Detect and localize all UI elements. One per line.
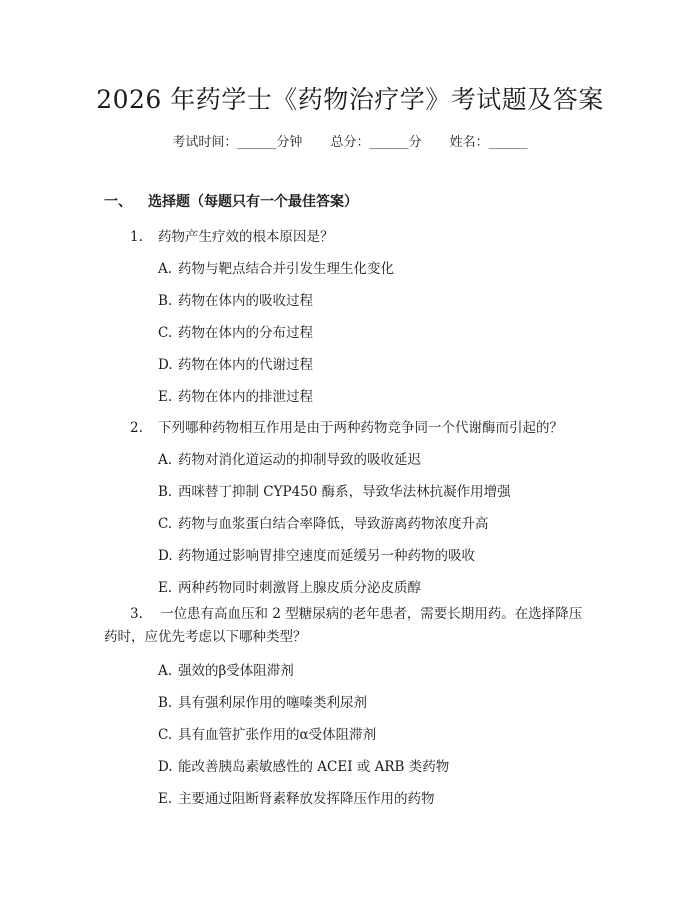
- option-text: 药物在体内的分布过程: [178, 325, 313, 341]
- option-2-c: [158, 512, 489, 532]
- section-title: 选择题（每题只有一个最佳答案）: [148, 194, 358, 210]
- question-1: [130, 225, 334, 245]
- question-text: 下列哪种药物相互作用是由于两种药物竞争同一个代谢酶而引起的？: [158, 420, 563, 436]
- option-text: 能改善胰岛素敏感性的 ACEI 或 ARB 类药物: [178, 759, 450, 775]
- option-text: 药物在体内的代谢过程: [178, 357, 313, 373]
- option-letter: B.: [158, 695, 173, 711]
- option-letter: C.: [158, 727, 173, 743]
- exam-time: 考试时间：______分钟: [172, 135, 303, 150]
- question-text: 一位患有高血压和 2 型糖尿病的老年患者，需要长期用药。在选择降压药时，应优先考虑以下哪种类型？: [104, 606, 583, 645]
- option-text: 药物通过影响胃排空速度而延缓另一种药物的吸收: [178, 548, 475, 564]
- option-3-c: [158, 723, 376, 743]
- option-1-a: [158, 257, 394, 277]
- option-2-a: [158, 448, 421, 468]
- exam-meta: [0, 131, 700, 150]
- option-1-d: [158, 353, 313, 373]
- option-letter: A.: [158, 663, 173, 679]
- question-text: 药物产生疗效的根本原因是？: [158, 229, 334, 245]
- option-letter: A.: [158, 452, 173, 468]
- option-2-d: [158, 544, 475, 564]
- option-text: 强效的β受体阻滞剂: [178, 663, 294, 679]
- option-letter: E.: [158, 580, 173, 596]
- option-text: 药物对消化道运动的抑制导致的吸收延迟: [178, 452, 421, 468]
- option-text: 两种药物同时刺激肾上腺皮质分泌皮质醇: [178, 580, 421, 596]
- option-text: 具有强利尿作用的噻嗪类利尿剂: [178, 695, 367, 711]
- section-heading: [104, 191, 358, 211]
- option-2-e: [158, 576, 421, 596]
- option-letter: D.: [158, 759, 173, 775]
- question-number: 3.: [130, 606, 143, 622]
- option-1-e: [158, 385, 313, 405]
- exam-name: 姓名：______: [449, 135, 528, 150]
- option-1-c: [158, 321, 313, 341]
- option-text: 药物在体内的排泄过程: [178, 389, 313, 405]
- option-text: 具有血管扩张作用的α受体阻滞剂: [178, 727, 377, 743]
- option-3-e: [158, 787, 435, 807]
- option-3-b: [158, 691, 367, 711]
- exam-score: 总分：______分: [330, 135, 422, 150]
- option-letter: B.: [158, 484, 173, 500]
- option-letter: B.: [158, 293, 173, 309]
- page-title: 2026 年药学士《药物治疗学》考试题及答案: [96, 85, 604, 114]
- option-text: 主要通过阻断肾素释放发挥降压作用的药物: [178, 791, 435, 807]
- option-3-d: [158, 755, 449, 775]
- option-text: 西咪替丁抑制 CYP450 酶系，导致华法林抗凝作用增强: [178, 484, 511, 500]
- option-text: 药物与血浆蛋白结合率降低，导致游离药物浓度升高: [178, 516, 489, 532]
- option-2-b: [158, 480, 511, 500]
- question-number: 2.: [130, 420, 143, 436]
- option-1-b: [158, 289, 313, 309]
- section-number: 一、: [104, 194, 132, 210]
- option-letter: E.: [158, 389, 173, 405]
- option-letter: D.: [158, 548, 173, 564]
- question-3: [104, 603, 594, 649]
- question-2: [130, 416, 563, 436]
- option-text: 药物在体内的吸收过程: [178, 293, 313, 309]
- option-letter: A.: [158, 261, 173, 277]
- option-text: 药物与靶点结合并引发生理生化变化: [178, 261, 394, 277]
- question-number: 1.: [130, 229, 143, 245]
- option-3-a: [158, 659, 294, 679]
- option-letter: C.: [158, 325, 173, 341]
- option-letter: D.: [158, 357, 173, 373]
- option-letter: C.: [158, 516, 173, 532]
- option-letter: E.: [158, 791, 173, 807]
